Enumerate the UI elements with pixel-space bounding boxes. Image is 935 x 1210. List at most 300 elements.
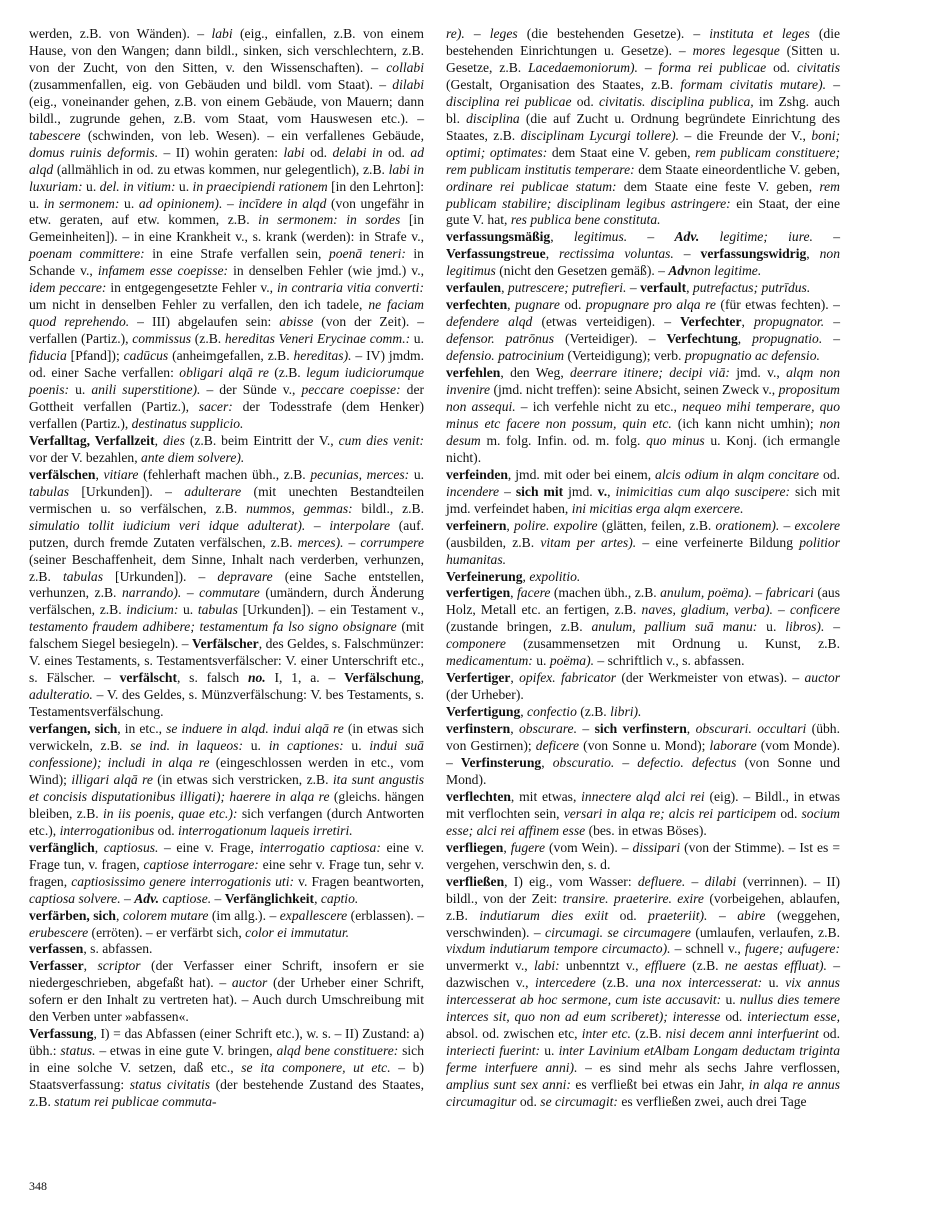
entry-text: , [607,483,616,499]
latin-term: formam civitatis mutare). [680,76,826,92]
entry-text: im Zshg. auch bl. [446,93,840,126]
entry-text: absol. od. zwischen etc, [446,1026,582,1042]
latin-term: simulatio tollit iudicium veri idque adulterat). [29,517,306,533]
entry-text: u. [343,738,370,754]
entry-text: (fehlerhaft machen übh., z.B. [138,466,311,482]
entry-text: – [673,246,701,262]
entry-text: u. [532,653,550,669]
entry-text: I, 1, a. – [265,670,345,686]
headword: verfassen [29,941,84,957]
latin-term: non legitimus [446,246,841,279]
entry-text: vor der V. bezahlen, [29,449,141,465]
latin-term: status. [60,1043,96,1059]
entry-text: , [686,721,696,737]
latin-term: civitatis [796,59,840,75]
latin-term: captiosissimo genere interrogationis uti: [71,873,295,889]
entry-text: – schnell v., [670,941,745,957]
latin-term: boni; optimi; optimates: [446,127,841,160]
dictionary-entry [29,467,424,721]
latin-term: nisi decem anni interfuerint [665,1026,819,1042]
abbreviation: Adv. [134,890,160,906]
headword: sich mit [515,483,564,499]
latin-term: inter Lavinium etAlbam Longam deductam triginta ferme interfuere anni). [446,1043,840,1076]
latin-term: interiectum esse, [747,1009,840,1025]
latin-term: defendere alqd [446,314,533,330]
latin-term: expolitio. [529,568,581,584]
latin-term: corrumpere [360,534,424,550]
headword: verfechten [446,297,508,313]
entry-text: u. [69,382,92,398]
latin-term: orationem). [715,517,780,533]
entry-text: , [741,314,754,330]
latin-term: abire [737,907,766,923]
entry-text: (der Verfasser einer Schrift, insofern er sie niedergeschrieben, abgefaßt hat). – [29,958,424,991]
latin-term: indicium: [126,602,179,618]
entry-text: , [501,280,508,296]
entry-text: – [120,890,135,906]
entry-text: (in etwas sich verwickeln, z.B. [29,721,424,754]
latin-term: merces). [297,534,344,550]
entry-text: es verfließen zwei, auch drei Tage [617,1094,807,1110]
latin-term: disciplinam Lycurgi tollere). [520,127,680,143]
entry-text: (die bestehenden Gesetze). – [517,26,710,41]
entry-text: (mit unechten Bestandteilen vermischen u. so verfälschen, z.B. [29,483,424,516]
latin-term: intercedere [534,975,596,991]
latin-term: obscurari. occultari [695,721,807,737]
latin-term: inter etc. [581,1026,631,1042]
entry-text: u. [762,975,786,991]
entry-text: (die auf Zucht u. Ordnung begründete Einrichtung des Staates, z.B. [446,110,840,143]
headword: verfliegen [446,839,504,855]
latin-term: statum rei publicae commuta- [54,1094,217,1110]
latin-term: ne aestas effluat). [724,958,827,974]
latin-term: in praecipiendi rationem [192,178,328,194]
entry-text: (von der Stimme). – Ist es = vergehen, verschwin den, s. d. [446,839,840,872]
entry-text: – der Sünde v., [200,382,302,398]
dictionary-entry [446,229,840,280]
dictionary-entry [446,518,840,569]
latin-term: color ei immutatur. [245,924,349,940]
latin-term: disciplina rei publicae [446,93,572,109]
latin-term: anulum, poëma). [660,585,752,601]
entry-text: (anheimgefallen, z.B. [168,348,294,364]
entry-text: od. [304,144,333,160]
latin-term: dissipari [632,839,681,855]
entry-text: (von der Zeit). – verfallen (Partiz.), [29,314,425,347]
entry-text: od. [571,93,599,109]
entry-text: (aus Holz, Metall etc. an fertigen, z.B. [446,585,841,618]
headword: Verfinsterung [460,754,542,770]
latin-term: hereditas). [293,348,352,364]
latin-term: vitiare [103,466,139,482]
entry-text: (jmd. nicht treffen): seine Absicht, seinen Zweck v., [490,382,779,398]
latin-term: defluere. – dilabi [637,873,737,889]
entry-text: jmd. v., [729,365,787,381]
entry-text: eine sehr v. Frage tun, sehr v. fragen, [29,856,424,889]
entry-text: – eine verfeinerte Bildung [636,534,800,550]
entry-text: u. [757,619,786,635]
entry-text: es verfließt bei etwas ein Jahr, [570,1077,749,1093]
entry-text: (ausbilden, z.B. [446,534,541,550]
latin-term: poenā teneri: [328,246,406,262]
entry-text: ein Staat, der eine gute V. hat, [446,195,840,228]
entry-text: , I) = das Abfassen (einer Schrift etc.), w. s. – II) Zustand: a) übh.: [29,1026,424,1059]
dictionary-entry [446,721,840,789]
entry-text: , [686,280,693,296]
entry-text: (von Sonne u. Mond); [579,738,710,754]
latin-term: polire. expolire [513,517,598,533]
entry-text: , mit etwas, [510,788,582,804]
latin-term: pecunias, merces: [310,466,410,482]
entry-text: – [707,907,738,923]
dictionary-entry [446,585,840,670]
latin-term: peccare coepisse: [301,382,401,398]
entry-text: v. Fragen beantworten, [294,873,424,889]
headword: Verfassung [29,1026,94,1042]
entry-text: (schwinden, von leb. Wesen). – ein verfallenes Gebäude, [80,127,424,143]
latin-term: depravare [217,568,273,584]
latin-term: tabulas [29,483,70,499]
entry-text: – [637,59,659,75]
entry-text: (der bestehende Zustand des Staates, z.B. [29,1077,424,1110]
headword: Verfertiger [446,670,511,686]
dictionary-entry [446,26,840,229]
latin-term: domus ruinis deformis. [29,144,159,160]
latin-term: alqm non invenire [446,365,840,398]
latin-term: obscurare. [518,721,577,737]
entry-text: (vom Monde). – [446,738,840,770]
page-number: 348 [29,1179,47,1193]
latin-term: se ind. in laqueos: [130,738,243,754]
entry-text: , [115,907,123,923]
entry-text: (eine Sache entstellen, verhunzen, z.B. [29,568,425,601]
latin-term: quo minus [646,432,705,448]
latin-term: politior humanitas. [446,534,841,567]
latin-term: confectio [527,704,577,720]
entry-text: (z.B. [685,958,725,974]
latin-term: naves, gladium, verba). [641,602,773,618]
entry-text: – es sind mehr als sechs Jahre verflossen, [577,1060,840,1076]
latin-term: rem publicam stabilire; disciplinam legibus astringere: [446,178,840,211]
latin-term: erubescere [29,924,89,940]
latin-term: dilabi [392,76,424,92]
dictionary-entry [446,789,840,840]
latin-term: anulum, pallium suā manu: [591,619,758,635]
entry-text: – [305,517,330,533]
latin-term: leges [489,26,518,41]
headword: Verfalltag, Verfallzeit [29,432,155,448]
entry-text: u. [410,331,424,347]
entry-text: unvermerkt v., [446,958,534,974]
latin-term: conficere [789,602,841,618]
entry-text: – die Freunde der V., [679,127,812,143]
latin-term: Lacedaemoniorum). [528,59,638,75]
latin-term: adulteratio. [29,687,93,703]
latin-term: putrescere; putrefieri. [507,280,627,296]
latin-term: se induere in alqd. indui alqā re [166,721,344,737]
entry-text: in eine Strafe verfallen sein, [144,246,329,262]
entry-text: (seiner Beschaffenheit, dem Sinne, Inhalt nach verderben, verhunzen, z.B. [29,551,424,584]
entry-text: , [314,890,321,906]
latin-term: interpolare [329,517,391,533]
latin-term: testamento fraudem adhibere; testamentum fa lso signo obsignare [29,619,397,635]
latin-term: auctor [804,670,840,686]
entry-text: (von ungefähr in etw. geraten, auf etw. kommen, z.B. [29,195,425,228]
entry-text: – [779,517,795,533]
entry-text: , [510,585,517,601]
entry-text: u. [178,602,198,618]
entry-text: (zusammensetzen mit Ordnung u. Kunst, z.B. [505,636,840,652]
dictionary-entry [446,670,840,704]
entry-text: , den Weg, [500,365,571,381]
latin-term: in alqa re annus circumagitur [446,1077,840,1110]
entry-text [699,229,719,244]
headword: verfänglich [29,839,95,855]
headword: verfließen [446,873,505,889]
dictionary-entry [29,840,424,908]
latin-term: ini micitias erga alqm exercere. [571,500,744,516]
entry-text: in entgegengesetzte Fehler v., [106,280,277,296]
latin-term: cadūcus [123,348,169,364]
entry-text: dem Staate eineordentliche V. geben, [634,161,840,177]
entry-text: , [806,246,820,262]
headword: verfault [640,280,687,296]
entry-text: der Gottheit verfallen (Partiz.), [29,382,425,414]
right-column [446,26,840,1111]
latin-term: vixdum indutiarum tempore circumacto). [446,941,671,957]
latin-term: adulterare [184,483,242,499]
entry-text: – [577,721,595,737]
entry-text: (der Urheber einer Schrift, sofern er den Inhalt zu vertreten hat). – Auch durch Umschreibung mit den Verben unter »abfassen«. [29,975,424,1025]
latin-term: in captiones: [268,738,344,754]
entry-text: , [154,432,163,448]
latin-term: interrogationibus [59,822,155,838]
entry-text: – etwas in eine gute V. bringen, [95,1043,277,1059]
headword: verfangen, sich [29,721,118,737]
entry-text: (zusammenfallen, eig. von Gebäuden und bildl. vom Staat). – [29,76,393,92]
abbreviation: no. [247,670,266,686]
headword: verfertigen [446,585,511,601]
latin-term: vix annus intercesserat ab hoc sermone, cum iste accusavit: [446,975,840,1008]
dictionary-entry [446,365,840,467]
latin-term: medicamentum: [446,653,533,669]
entry-text: in denselben Fehler (wie jmd.) v., [228,263,424,279]
dictionary-entry [446,840,840,874]
headword: verfälscht [119,670,177,686]
headword: verfehlen [446,365,501,381]
latin-term: amplius sunt sex anni: [446,1077,571,1093]
entry-text: sich verfangen (durch Antworten etc.), [29,805,425,838]
latin-term: libros). [785,619,825,635]
latin-term: delabi in [332,144,383,160]
entry-text: (ich kann nicht umhin); [671,415,820,431]
entry-text: – III) abgelaufen sein: [129,314,280,330]
latin-term: propugnatio ac defensio. [684,348,820,364]
latin-term: captiosus. [103,839,159,855]
latin-term: commutare [199,585,260,601]
headword: Verfertigung [446,704,521,720]
headword: verfärben, sich [29,907,116,923]
latin-term: narrando). [121,585,182,601]
entry-text: (vom Wein). – [545,839,633,855]
entry-text: (eig., voneinander gehen, z.B. von einem Gebäude, von Mauern; dann bildl., zugrunde gehen, z.B. vom Staat, vom Hauswesen etc.). – [29,93,424,126]
latin-term: pugnare [515,297,560,313]
latin-term: rectissima voluntas. [559,246,674,262]
latin-term: colorem mutare [122,907,209,923]
latin-term: tabulas [62,568,103,584]
entry-text: , [94,839,104,855]
latin-term: nullus dies temere interces sit, quo non ad eum scriberet); interesse [446,992,840,1025]
latin-term: in sermonem: in sordes [258,212,401,228]
entry-text: eine v. Frage tun, v. fragen, [29,839,424,872]
entry-text: [Urkunden]). – [103,568,218,584]
latin-term: se circumagit: [540,1094,618,1110]
headword: verflechten [446,788,511,804]
entry-text: u. [540,1043,559,1059]
entry-text: , [510,721,519,737]
latin-term: ne faciam quod reprehendo. [29,297,424,330]
entry-text: , [545,246,560,262]
entry-text: (allmählich in od. zu etwas kommen, nur gelegentlich), z.B. [53,161,389,177]
entry-text: (Verteidiger). – [554,331,667,347]
entry-text: (in etwas sich verstricken, z.B. [152,771,333,787]
entry-text: (im allg.). – [208,907,280,923]
latin-term: tabulas [197,602,238,618]
entry-text: m. folg. Infin. od. m. folg. [480,432,647,448]
latin-term: innectere alqd alci rei [581,788,705,804]
abbreviation: Adv. [674,229,700,245]
latin-term: auctor [231,975,268,991]
entry-text: u. Konj. (ich ermangle nicht). [446,432,840,465]
entry-text: (Gestalt, Organisation des Staates, z.B. [446,76,681,92]
entry-text: , [522,568,530,584]
latin-term: captiosa solvere. [29,890,121,906]
headword: verfassungswidrig [700,246,807,262]
latin-term: componere [446,636,506,652]
dictionary-entry [29,26,424,433]
entry-text: (eig., einfallen, z.B. von einem Hause, von den Wangen; dann bildl., sinken, sich verschlechtern, z.B. von der Zucht, von den Sitten, v. den Wissenschaften). – [29,26,424,75]
latin-term: anili superstitione). [91,382,201,398]
headword: v. [597,483,608,499]
entry-text: – V. des Geldes, s. Münzverfälschung: V. bes Testaments, s. Testamentsverfälschung. [29,687,424,720]
entry-text: u. [721,992,740,1008]
dictionary-entry [29,941,424,958]
latin-term: fiducia [29,348,67,364]
entry-text: (vorbeigehen, ablaufen, z.B. [446,890,841,923]
dictionary-entry [29,433,424,467]
latin-term: alcis odium in alqm concitare [655,466,820,482]
entry-text: od. [766,59,797,75]
latin-term: fabricari [765,585,814,601]
latin-term: deerrare itinere; decipi viā: [570,365,730,381]
latin-term: obligari alqā re [179,365,269,381]
entry-text: u. [242,738,269,754]
entry-text: , s. falsch [176,670,248,686]
dictionary-entry [29,908,424,942]
latin-term: captiose. [162,890,212,906]
headword: verfinstern [446,721,511,737]
latin-term: propugnare pro alqa re [585,297,716,313]
latin-term: interrogatio captiosa: [259,839,381,855]
entry-text: (mit falschem Siegel besiegeln). – [29,619,424,652]
headword: Verfälschung [344,670,421,686]
latin-term: interrogationum laqueis irretiri. [178,822,353,838]
entry-text: (z.B. [630,1026,666,1042]
entry-text: (die bestehenden Einrichtungen u. Gesetze). – [446,26,840,58]
latin-term: opifex. fabricator [519,670,617,686]
entry-text: – schriftlich v., s. abfassen. [594,653,745,669]
latin-term: poëma). [549,653,594,669]
entry-text: – ich verfehle nicht zu etc., [515,398,683,414]
entry-text: u. [175,178,193,194]
latin-term: labi: [533,958,560,974]
latin-term: destinatus supplicio. [131,415,244,431]
entry-text: , [737,331,753,347]
entry-text: (für etwas fechten). – [715,297,840,313]
entry-text: (der Werkmeister von etwas). – [616,670,805,686]
latin-term: scriptor [97,958,141,974]
entry-text: u. [119,195,139,211]
latin-term: ante diem solvere). [141,449,245,465]
latin-term: captiose interrogare: [143,856,259,872]
entry-text: (weggehen, verschwinden). – [446,907,840,940]
entry-text: (etwas verteidigen). – [532,314,681,330]
latin-term: propositum non assequi. [446,382,840,414]
latin-term: se ita componere, ut etc. [241,1060,391,1076]
latin-term: instituta et leges [709,26,810,41]
headword: Verfechtung [666,331,738,347]
entry-text: – II) wohin geraten: [158,144,284,160]
entry-text: , [510,670,520,686]
latin-term: illigari alqā re [71,771,153,787]
entry-text: (z.B. [595,975,636,991]
headword: Verfasser [29,958,84,974]
entry-text: , [506,517,514,533]
latin-term: infamem esse coepisse: [97,263,229,279]
entry-text: [Urkunden]). – [69,483,185,499]
entry-text: [Pfand]); [66,348,124,364]
latin-term: laborare [709,738,757,754]
latin-term: excolere [794,517,841,533]
dictionary-entry [446,297,840,365]
entry-text: dem Staat eine V. geben, [547,144,696,160]
entry-text: unbenntzt v., [559,958,645,974]
entry-text: (Verteidigung); verb. [564,348,685,364]
entry-text: od. [608,907,649,923]
entry-text: – [464,26,490,41]
entry-text: – [626,280,641,296]
latin-term: in iis poenis, quae etc.): [103,805,238,821]
entry-text: in Schande v., [29,246,424,279]
latin-term: collabi [386,59,424,75]
latin-term: del. in vitium: [99,178,176,194]
entry-text: (nicht den Gesetzen gemäß). – [495,263,669,279]
dictionary-entry [446,569,840,586]
entry-text: (der Urheber). [446,687,524,703]
entry-text: , [503,839,511,855]
entry-text: od. [154,822,179,838]
entry-text: od. [776,805,802,821]
entry-text: [in den Lehrton]: u. [29,178,424,211]
entry-text: , [420,670,425,686]
latin-term: propugnator. – defensor. patrōnus [446,314,840,347]
latin-term: forma rei publicae [658,59,767,75]
headword: verfälschen [29,466,96,482]
dictionary-entry [29,1026,424,1111]
latin-term: hereditas Veneri Erycinae comm.: [224,331,411,347]
headword: sich verfinstern [594,721,687,737]
entry-text: sich mit jmd. verfeindet haben, [446,483,841,516]
